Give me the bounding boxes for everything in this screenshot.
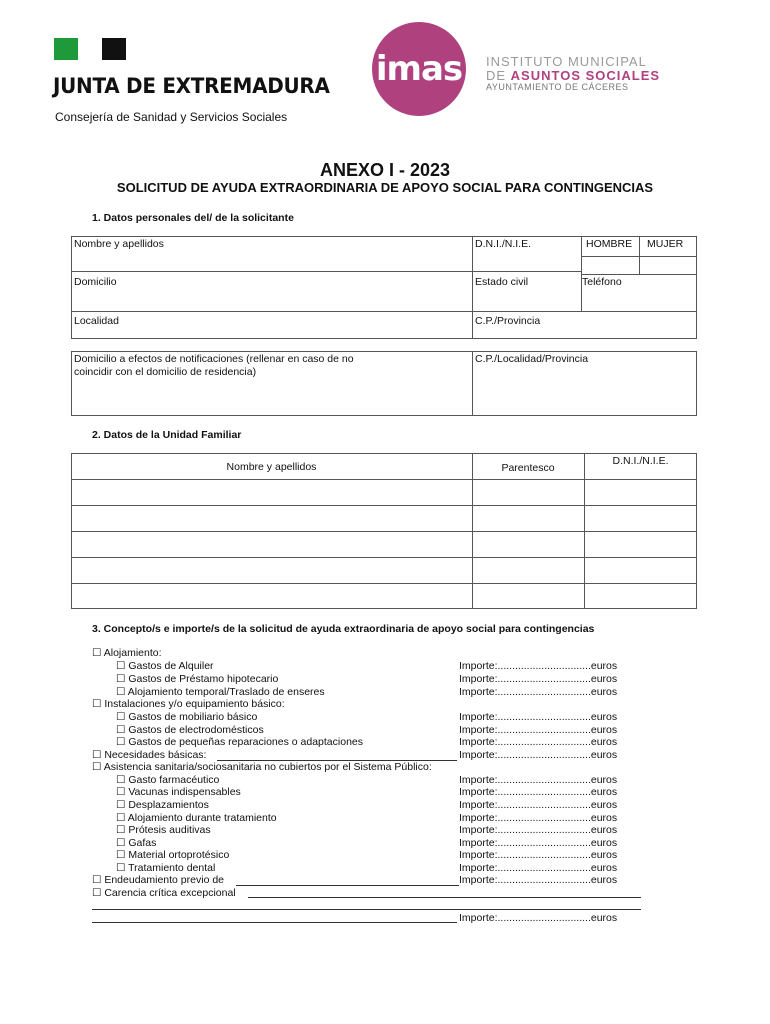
section1-heading: 1. Datos personales del/ de la solicitante [92,212,294,224]
importe-field[interactable]: Importe:................................euros [459,824,618,836]
concept-item[interactable]: ☐ Gastos de mobiliario básico [116,711,258,723]
section2-heading: 2. Datos de la Unidad Familiar [92,429,242,441]
concept-item[interactable]: ☐ Gastos de Alquiler [116,660,214,672]
underline [236,885,459,886]
domicilio-notif-label-1: Domicilio a efectos de notificaciones (rellenar en caso de no [74,353,354,365]
divider [71,271,581,272]
importe-field[interactable]: Importe:................................euros [459,686,618,698]
telefono-label: Teléfono [582,276,622,288]
importe-field[interactable]: Importe:................................euros [459,799,618,811]
importe-field[interactable]: Importe:................................euros [459,774,618,786]
divider [639,236,640,274]
col-parentesco-header: Parentesco [501,462,555,474]
cp-localidad-label: C.P./Localidad/Provincia [475,353,589,365]
table-row [71,583,697,584]
importe-field[interactable]: Importe:................................euros [459,874,618,886]
concept-item[interactable]: ☐ Gasto farmacéutico [116,774,220,786]
concept-item[interactable]: ☐ Alojamiento temporal/Traslado de enseres [116,686,325,698]
dni-label: D.N.I./N.I.E. [475,238,532,250]
nombre-label: Nombre y apellidos [74,238,164,250]
importe-field[interactable]: Importe:................................euros [459,912,618,924]
divider [581,236,582,311]
imas-logo-text: imas [375,49,463,89]
importe-field[interactable]: Importe:................................euros [459,724,618,736]
domicilio-notif-label-2: coincidir con el domicilio de residencia) [74,366,257,378]
imas-logo [372,22,466,116]
table-row [71,557,697,558]
page-subtitle: SOLICITUD DE AYUDA EXTRAORDINARIA DE APOYO SOCIAL PARA CONTINGENCIAS [116,180,654,195]
underline [248,897,641,898]
page-title: ANEXO I - 2023 [319,160,451,180]
table-row [71,479,697,480]
mujer-label: MUJER [647,238,684,250]
importe-field[interactable]: Importe:................................euros [459,849,618,861]
col-dni-header: D.N.I./N.I.E. [612,455,669,467]
importe-field[interactable]: Importe:................................euros [459,837,618,849]
col-nombre-header: Nombre y apellidos [226,461,317,473]
domicilio-label: Domicilio [74,276,117,288]
institute-line-2: DE ASUNTOS SOCIALES [486,68,661,83]
localidad-label: Localidad [74,315,119,327]
consejeria-text: Consejería de Sanidad y Servicios Sociales [55,110,288,124]
logo-square-green [54,38,78,60]
concept-item[interactable]: ☐ Vacunas indispensables [116,786,241,798]
concept-item[interactable]: ☐ Carencia crítica excepcional [92,887,236,899]
underline [217,760,457,761]
concept-item[interactable]: ☐ Instalaciones y/o equipamiento básico: [92,698,285,710]
importe-field[interactable]: Importe:................................euros [459,749,618,761]
concept-item[interactable]: ☐ Gastos de electrodomésticos [116,724,264,736]
divider [71,311,697,312]
section3-heading: 3. Concepto/s e importe/s de la solicitud de ayuda extraordinaria de apoyo social para contingencias [92,623,595,635]
logo-square-black [102,38,126,60]
divider [581,274,697,275]
importe-field[interactable]: Importe:................................euros [459,711,618,723]
concept-item[interactable]: ☐ Alojamiento: [92,647,162,659]
importe-field[interactable]: Importe:................................euros [459,736,618,748]
concept-item[interactable]: ☐ Gastos de pequeñas reparaciones o adaptaciones [116,736,363,748]
institute-line-1: INSTITUTO MUNICIPAL [486,54,647,69]
concept-item[interactable]: ☐ Desplazamientos [116,799,209,811]
importe-field[interactable]: Importe:................................euros [459,862,618,874]
concept-item[interactable]: ☐ Tratamiento dental [116,862,216,874]
concept-item[interactable]: ☐ Prótesis auditivas [116,824,211,836]
underline [92,922,457,923]
cp-provincia-label: C.P./Provincia [475,315,541,327]
concept-item[interactable]: ☐ Asistencia sanitaria/sociosanitaria no cubiertos por el Sistema Público: [92,761,432,773]
importe-field[interactable]: Importe:................................euros [459,660,618,672]
importe-field[interactable]: Importe:................................euros [459,812,618,824]
concept-item[interactable]: ☐ Gastos de Préstamo hipotecario [116,673,279,685]
institute-line-3: AYUNTAMIENTO DE CÁCERES [486,82,629,92]
divider [472,351,473,416]
junta-logo-text: JUNTA DE EXTREMADURA [53,74,330,98]
concept-item[interactable]: ☐ Endeudamiento previo de [92,874,224,886]
estado-civil-label: Estado civil [475,276,529,288]
importe-field[interactable]: Importe:................................euros [459,786,618,798]
concept-item[interactable]: ☐ Gafas [116,837,157,849]
importe-field[interactable]: Importe:................................euros [459,673,618,685]
concept-item[interactable]: ☐ Alojamiento durante tratamiento [116,812,277,824]
table-row [71,505,697,506]
underline [92,909,641,910]
divider [472,236,473,339]
concept-item[interactable]: ☐ Necesidades básicas: [92,749,207,761]
hombre-label: HOMBRE [586,238,633,250]
table-row [71,531,697,532]
concept-item[interactable]: ☐ Material ortoprotésico [116,849,230,861]
